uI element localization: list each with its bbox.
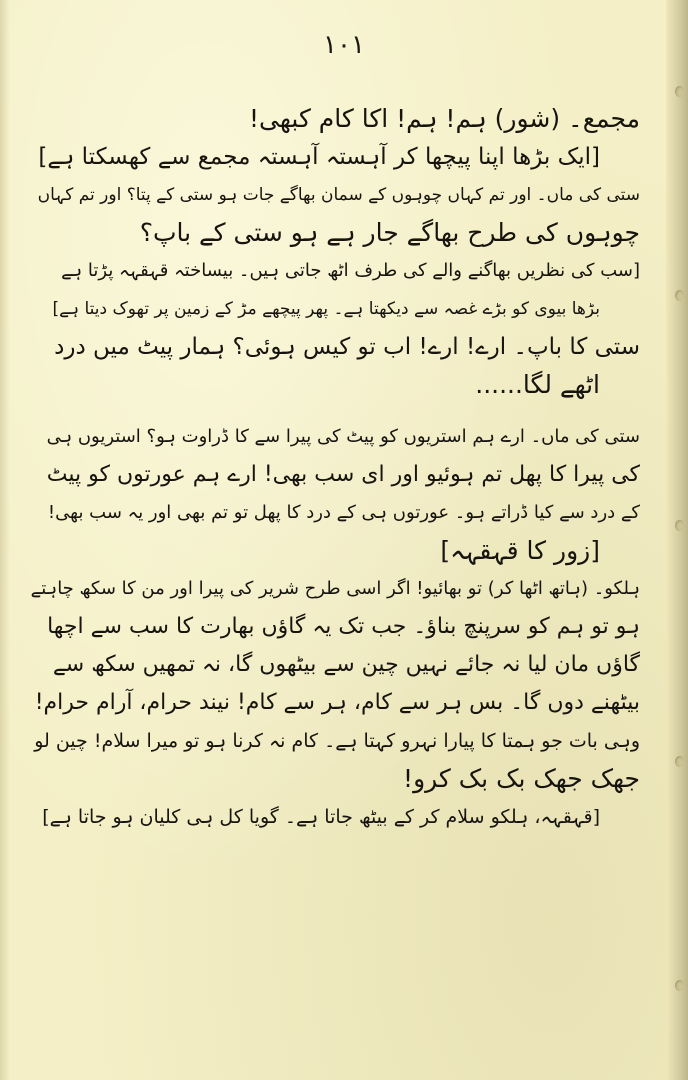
binding-hole [675,290,684,301]
dialogue-line: ستی کا باپ۔ ارے! ارے! اب تو کیس ہوئی؟ ہمار پیٹ میں درد [54,334,640,360]
dialogue-line: بیٹھنے دوں گا۔ بس ہر سے کام، ہر سے کام! نیند حرام، آرام حرام! [34,690,640,715]
dialogue-line: کے درد سے کیا ڈراتے ہو۔ عورتوں ہی کے درد کا پھل تو تم بھی اور یہ سب بھی! [47,502,640,523]
dialogue-line: ستی کی ماں۔ اور تم کہاں چوہوں کے سمان بھاگے جات ہو ستی کے پتا؟ اور تم کہاں [37,185,640,205]
dialogue-line: اٹھے لگا...... [475,370,600,399]
play-text [30,100,640,836]
dialogue-line: مجمع۔ (شور) ہم! ہم! اکا کام کبھی! [249,104,640,133]
page-number: ۱۰۱ [323,30,365,60]
stage-direction: بڑھا بیوی کو بڑے غصہ سے دیکھتا ہے۔ پھر پیچھے مڑ کے زمین پر تھوک دیتا ہے] [52,299,600,319]
binding-hole [675,980,684,991]
dialogue-line: ہو تو ہم کو سرپنچ بناؤ۔ جب تک یہ گاؤں بھارت کا سب سے اچھا [47,614,640,639]
binding-hole [675,520,684,531]
page-binding-edge [666,0,688,1080]
stage-direction: [قہقہہ، ہلکو سلام کر کے بیٹھ جاتا ہے۔ گویا کل ہی کلیان ہو جاتا ہے] [42,806,600,828]
binding-hole [675,756,684,767]
dialogue-line: ہلکو۔ (ہاتھ اٹھا کر) تو بھائیو! اگر اسی طرح شریر کی پیرا اور من کا سکھ چاہتے [30,578,640,599]
dialogue-line: چوہوں کی طرح بھاگے جار ہے ہو ستی کے باپ؟ [139,218,640,247]
dialogue-line: جھک جھک بک بک کرو! [403,764,640,793]
dialogue-line: گاؤں مان لیا نہ جائے نہیں چین سے بیٹھوں گا، نہ تمھیں سکھ سے [52,652,640,677]
binding-hole [675,86,684,97]
page-left-shadow [0,0,10,1080]
stage-direction: [زور کا قہقہہ] [440,536,600,565]
stage-direction: [سب کی نظریں بھاگنے والے کی طرف اٹھ جاتی ہیں۔ بیساختہ قہقہہ پڑتا ہے [61,260,640,281]
stage-direction: [ایک بڑھا اپنا پیچھا کر آہستہ آہستہ مجمع سے کھسکتا ہے] [38,144,600,170]
dialogue-line: وہی بات جو ہمتا کا پیارا نہرو کہتا ہے۔ کام نہ کرنا ہو تو میرا سلام! چین لو [34,730,640,752]
dialogue-line: ستی کی ماں۔ ارے ہم استریوں کو پیٹ کی پیرا سے کا ڈراوت ہو؟ استریوں ہی [46,426,640,447]
dialogue-line: کی پیرا کا پھل تم ہوئیو اور ای سب بھی! ارے ہم عورتوں کو پیٹ [46,462,640,487]
